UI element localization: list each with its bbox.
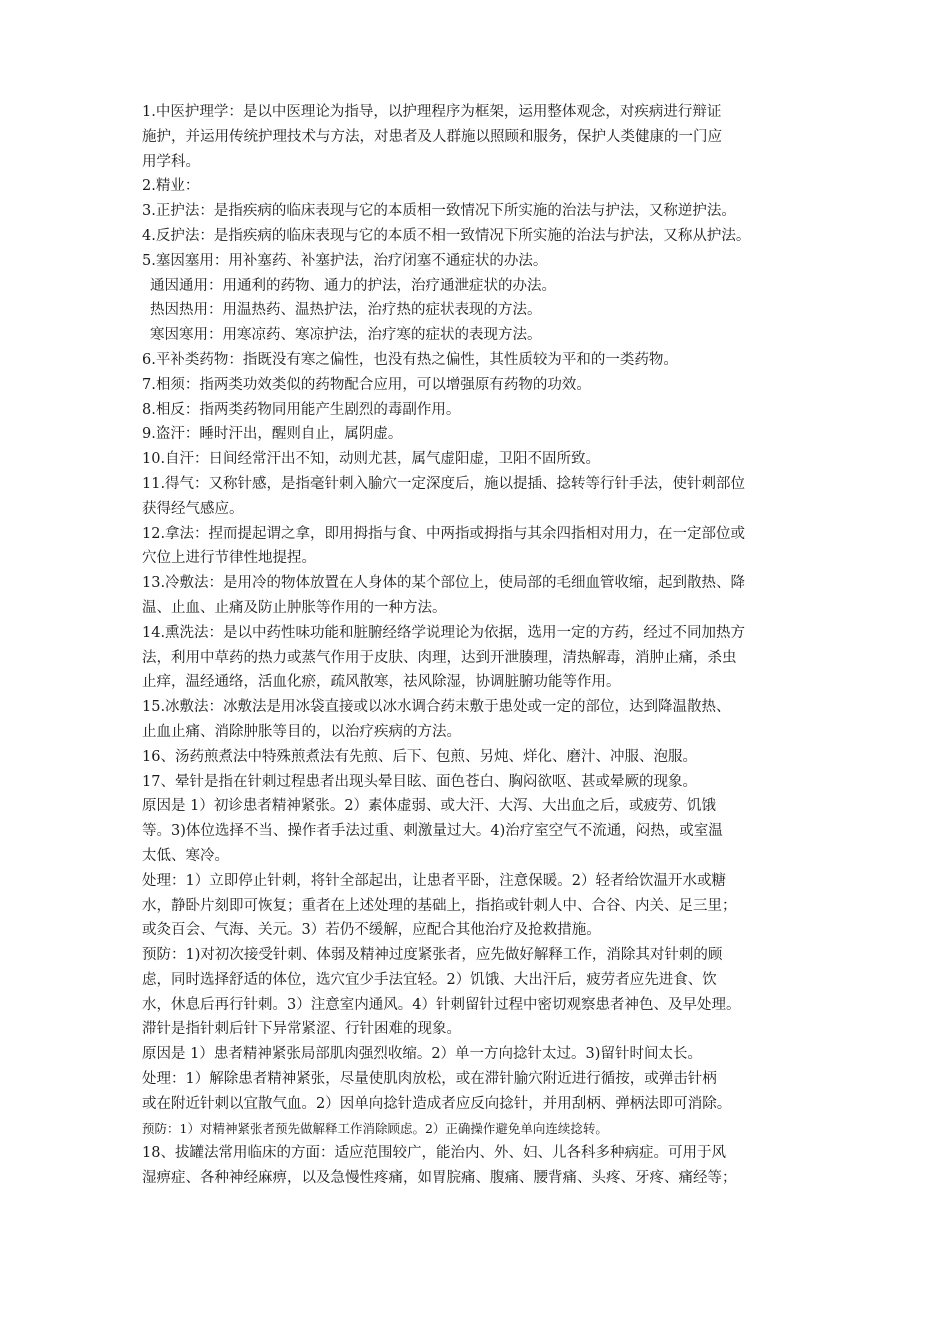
text-line: 11.得气：又称针感，是指毫针刺入腧穴一定深度后，施以提插、捻转等行针手法，使针刺部位 — [142, 475, 746, 492]
text-line: 滞针是指针刺后针下异常紧涩、行针困难的现象。 — [142, 1021, 461, 1038]
text-line: 水，静卧片刻即可恢复；重者在上述处理的基础上，指掐或针刺人中、合谷、内关、足三里； — [142, 897, 737, 914]
text-line: 12.拿法：捏而提起谓之拿，即用拇指与食、中两指或拇指与其余四指相对用力，在一定部位或 — [142, 525, 746, 542]
text-line: 预防：1）对精神紧张者预先做解释工作消除顾虑。2）正确操作避免单向连续捻转。 — [142, 1120, 608, 1136]
text-line: 止痒，温经通络，活血化瘀，疏风散寒，祛风除湿，协调脏腑功能等作用。 — [142, 674, 621, 691]
text-line: 获得经气感应。 — [142, 500, 244, 517]
text-line: 13.冷敷法：是用冷的物体放置在人身体的某个部位上，使局部的毛细血管收缩，起到散热、降 — [142, 575, 746, 592]
text-line: 通因通用：用通利的药物、通力的护法，治疗通泄症状的办法。 — [150, 277, 556, 294]
text-line: 预防：1)对初次接受针刺、体弱及精神过度紧张者，应先做好解释工作，消除其对针刺的顾 — [142, 947, 723, 964]
text-line: 10.自汗：日间经常汗出不知，动则尤甚，属气虚阳虚，卫阳不固所致。 — [142, 451, 601, 468]
text-line: 2.精业： — [142, 178, 200, 195]
text-line: 太低、寒冷。 — [142, 847, 229, 864]
text-line: 穴位上进行节律性地提捏。 — [142, 550, 316, 567]
text-line: 或灸百会、气海、关元。3）若仍不缓解，应配合其他治疗及抢救措施。 — [142, 922, 601, 939]
text-line: 处理：1）解除患者精神紧张，尽量使肌肉放松，或在滞针腧穴附近进行循按，或弹击针柄 — [142, 1071, 717, 1088]
text-line: 温、止血、止痛及防止肿胀等作用的一种方法。 — [142, 599, 447, 616]
text-line: 处理：1）立即停止针刺，将针全部起出，让患者平卧，注意保暖。2）轻者给饮温开水或糖 — [142, 872, 726, 889]
text-line: 8.相反：指两类药物同用能产生剧烈的毒副作用。 — [142, 401, 461, 418]
text-line: 15.冰敷法：冰敷法是用冰袋直接或以冰水调合药末敷于患处或一定的部位，达到降温散热、 — [142, 699, 731, 716]
text-line: 热因热用：用温热药、温热护法，治疗热的症状表现的方法。 — [150, 302, 542, 319]
text-line: 或在附近针刺以宜散气血。2）因单向捻针造成者应反向捻针，并用刮柄、弹柄法即可消除。 — [142, 1095, 732, 1112]
text-line: 18、拔罐法常用临床的方面：适应范围较广，能治内、外、妇、儿各科多种病症。可用于风 — [142, 1145, 726, 1162]
text-line: 4.反护法：是指疾病的临床表现与它的本质不相一致情况下所实施的治法与护法，又称从护法。 — [142, 227, 751, 244]
text-line: 止血止痛、消除肿胀等目的，以治疗疾病的方法。 — [142, 723, 461, 740]
text-line: 5.塞因塞用：用补塞药、补塞护法，治疗闭塞不通症状的办法。 — [142, 252, 548, 269]
text-line: 原因是 1）初诊患者精神紧张。2）素体虚弱、或大汗、大泻、大出血之后，或疲劳、饥饿 — [142, 798, 717, 815]
text-line: 法，利用中草药的热力或蒸气作用于皮肤、肉理，达到开泄腠理，清热解毒，消肿止痛，杀虫 — [142, 649, 737, 666]
text-line: 7.相须：指两类功效类似的药物配合应用，可以增强原有药物的功效。 — [142, 376, 591, 393]
text-line: 1.中医护理学：是以中医理论为指导，以护理程序为框架，运用整体观念，对疾病进行辩证 — [142, 104, 722, 120]
text-line: 施护，并运用传统护理技术与方法，对患者及人群施以照顾和服务，保护人类健康的一门应 — [142, 128, 722, 145]
text-line: 原因是 1）患者精神紧张局部肌肉强烈收缩。2）单一方向捻针太过。3)留针时间太长。 — [142, 1046, 702, 1063]
text-line: 6.平补类药物：指既没有寒之偏性，也没有热之偏性，其性质较为平和的一类药物。 — [142, 351, 678, 368]
text-line: 17、晕针是指在针刺过程患者出现头晕目眩、面色苍白、胸闷欲呕、甚或晕厥的现象。 — [142, 773, 697, 790]
text-line: 16、汤药煎煮法中特殊煎煮法有先煎、后下、包煎、另炖、烊化、磨汁、冲服、泡服。 — [142, 748, 697, 765]
document-body — [142, 100, 842, 1191]
text-line: 9.盗汗：睡时汗出，醒则自止，属阴虚。 — [142, 426, 403, 443]
text-line: 虑，同时选择舒适的体位，选穴宜少手法宜轻。2）饥饿、大出汗后，疲劳者应先进食、饮 — [142, 971, 717, 988]
text-line: 寒因寒用：用寒凉药、寒凉护法，治疗寒的症状的表现方法。 — [150, 327, 542, 344]
text-line: 水，休息后再行针刺。3）注意室内通风。4）针刺留针过程中密切观察患者神色、及早处理。 — [142, 996, 741, 1013]
text-line: 湿痹症、各种神经麻痹，以及急慢性疼痛，如胃脘痛、腹痛、腰背痛、头疼、牙疼、痛经等； — [142, 1170, 737, 1187]
text-line: 3.正护法：是指疾病的临床表现与它的本质相一致情况下所实施的治法与护法，又称逆护法。 — [142, 203, 736, 220]
text-line: 用学科。 — [142, 153, 200, 170]
text-line: 等。3)体位选择不当、操作者手法过重、刺激量过大。4)治疗室空气不流通，闷热，或室温 — [142, 823, 723, 840]
text-line: 14.熏洗法：是以中药性味功能和脏腑经络学说理论为依据，选用一定的方药，经过不同加热方 — [142, 624, 746, 641]
